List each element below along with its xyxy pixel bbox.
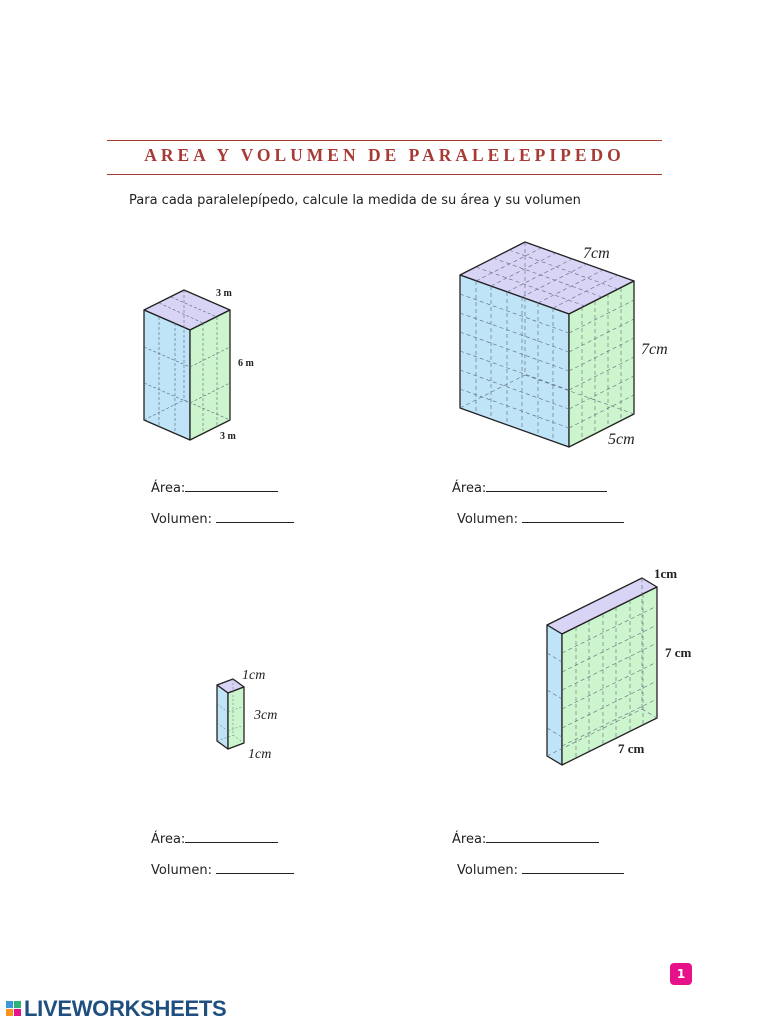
- fig4-area-blank[interactable]: [486, 830, 599, 843]
- fig2-area-label: Área:: [452, 481, 487, 496]
- fig4-area-field[interactable]: [452, 830, 599, 847]
- fig3-area-blank[interactable]: [185, 830, 278, 843]
- fig3-area-field[interactable]: [151, 830, 278, 847]
- fig4-volume-field[interactable]: [457, 861, 624, 878]
- fig3-area-label: Área:: [151, 832, 186, 847]
- liveworksheets-logo-icon: [6, 999, 22, 1019]
- fig1-volume-field[interactable]: [151, 510, 294, 527]
- page-title: AREA Y VOLUMEN DE PARALELEPIPEDO: [144, 145, 625, 165]
- liveworksheets-logo[interactable]: [6, 996, 226, 1022]
- fig1-left-face: [144, 310, 190, 440]
- fig1-volume-label: Volumen:: [151, 512, 212, 527]
- instruction-text: Para cada paralelepípedo, calcule la medida de su área y su volumen: [129, 193, 581, 208]
- fig2-label-top: 7cm: [583, 245, 610, 262]
- fig2-volume-field[interactable]: [457, 510, 624, 527]
- fig1-volume-blank[interactable]: [216, 510, 294, 523]
- fig1-area-blank[interactable]: [185, 479, 278, 492]
- fig4-label-top: 1cm: [654, 566, 678, 581]
- figure-1-prism: [130, 280, 280, 450]
- fig4-label-height: 7 cm: [665, 645, 692, 660]
- fig3-volume-field[interactable]: [151, 861, 294, 878]
- fig3-label-bottom: 1cm: [248, 747, 272, 762]
- fig1-area-label: Área:: [151, 481, 186, 496]
- fig1-area-field[interactable]: [151, 479, 278, 496]
- fig4-left-face: [547, 625, 562, 765]
- fig1-label-height: 6 m: [238, 358, 254, 369]
- fig3-right-face: [228, 687, 244, 749]
- figure-3-prism: [210, 662, 310, 762]
- fig4-volume-label: Volumen:: [457, 863, 518, 878]
- fig4-volume-blank[interactable]: [522, 861, 624, 874]
- page-number-badge[interactable]: 1: [670, 963, 692, 985]
- fig2-area-field[interactable]: [452, 479, 607, 496]
- figure-2-prism: [455, 238, 685, 453]
- fig2-volume-blank[interactable]: [522, 510, 624, 523]
- fig3-volume-blank[interactable]: [216, 861, 294, 874]
- fig2-label-bottom: 5cm: [608, 431, 635, 448]
- fig1-label-top: 3 m: [216, 288, 232, 299]
- fig3-left-face: [217, 685, 228, 749]
- title-rule-top: [107, 140, 662, 141]
- figure-4-prism: [540, 562, 710, 777]
- fig2-area-blank[interactable]: [486, 479, 607, 492]
- fig1-right-face: [190, 310, 230, 440]
- fig3-volume-label: Volumen:: [151, 863, 212, 878]
- fig3-label-top: 1cm: [242, 668, 266, 683]
- fig1-label-bottom: 3 m: [220, 431, 236, 442]
- title-rule-bottom: [107, 174, 662, 175]
- fig4-area-label: Área:: [452, 832, 487, 847]
- fig4-label-bottom: 7 cm: [618, 741, 645, 756]
- fig2-volume-label: Volumen:: [457, 512, 518, 527]
- fig3-label-height: 3cm: [254, 708, 278, 723]
- fig2-label-height: 7cm: [641, 341, 668, 358]
- brand-text: LIVEWORKSHEETS: [24, 996, 227, 1021]
